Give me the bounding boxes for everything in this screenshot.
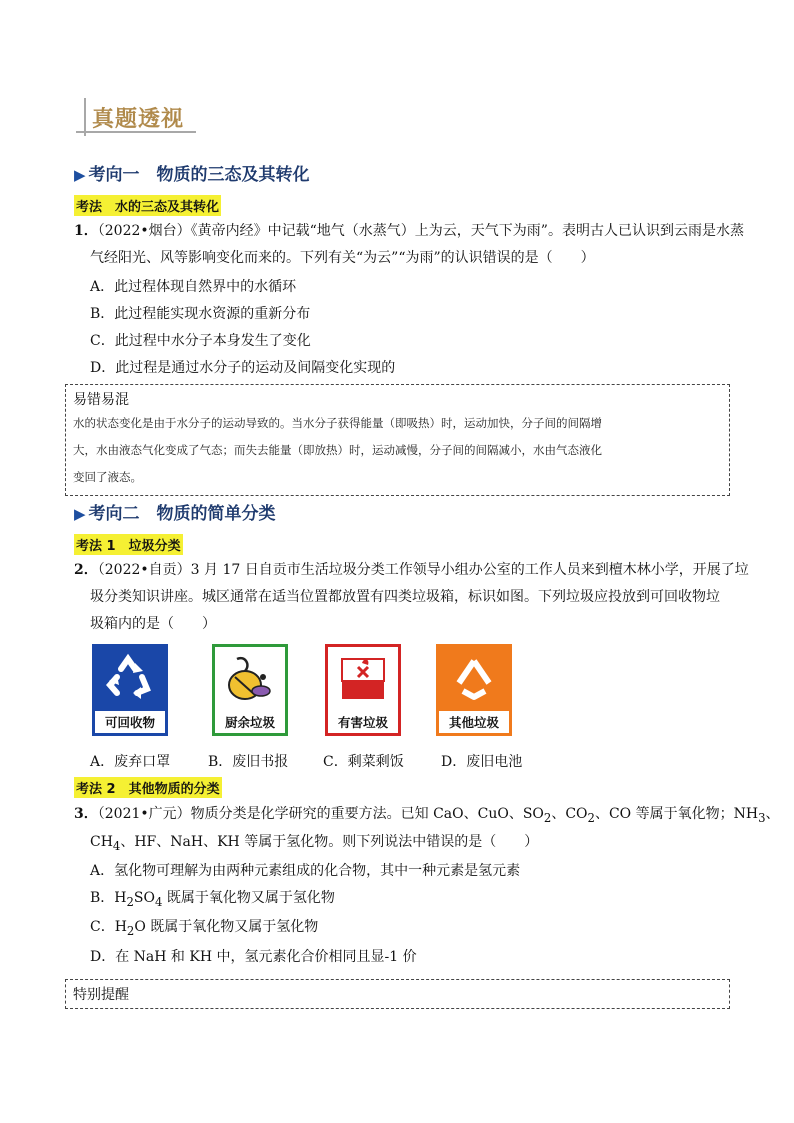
- question-2-line-3: 圾箱内的是（ ）: [90, 616, 216, 632]
- note-line-3: 变回了液态。: [73, 470, 142, 484]
- q2-option-a: A．废弃口罩: [90, 754, 171, 770]
- q1-option-c: C．此过程中水分子本身发生了变化: [90, 333, 311, 349]
- q1-option-b: B．此过程能实现水资源的重新分布: [90, 306, 311, 322]
- note-line-2: 大，水由液态气化变成了气态；而失去能量（即放热）时，运动减慢，分子间的间隔减小，水由气态液化: [73, 443, 602, 457]
- direction-1-title: 考向一 物质的三态及其转化: [88, 165, 310, 185]
- hazardous-icon: [328, 647, 398, 711]
- question-1: [74, 217, 744, 245]
- method-tag-garbage: 考法 1 垃圾分类: [74, 534, 183, 555]
- question-1-line-1: （2022•烟台）《黄帝内经》中记载“地气（水蒸气）上为云，天气下为雨”。表明古人已认识到云雨是水蒸: [97, 223, 744, 239]
- section-title: [76, 98, 198, 136]
- other-waste-icon: [439, 647, 509, 711]
- note-line-1: 水的状态变化是由于水分子的运动导致的。当水分子获得能量（即吸热）时，运动加快，分子间的间隔增: [73, 416, 602, 430]
- q3-option-d: D．在 NaH 和 KH 中，氢元素化合价相同且显-1 价: [90, 949, 417, 965]
- question-2-line-2: 圾分类知识讲座。城区通常在适当位置都放置有四类垃圾箱，标识如图。下列垃圾应投放到可回收物垃: [90, 589, 720, 605]
- recycle-icon: [95, 647, 165, 711]
- q3-option-b-part: B．H: [90, 890, 127, 906]
- recyclable-bin-sign: [92, 644, 168, 736]
- question-2: [74, 556, 749, 584]
- q2-option-b: B．废旧书报: [208, 754, 289, 770]
- subscript: 3: [758, 810, 766, 825]
- subscript: 2: [126, 923, 135, 938]
- q3-text-part: 、HF、NaH、KH 等属于氢化物。则下列说法中错误的是（ ）: [120, 834, 539, 850]
- special-reminder-title: 特别提醒: [73, 987, 129, 1003]
- common-mistakes-title: 易错易混: [73, 392, 129, 408]
- hazardous-bin-sign: [325, 644, 401, 736]
- play-triangle-icon: ▶: [74, 505, 86, 523]
- question-3-number: 3．: [74, 806, 98, 822]
- q3-text-part: （2021•广元）物质分类是化学研究的重要方法。已知 CaO、CuO、SO: [97, 806, 544, 822]
- q2-option-d: D．废旧电池: [441, 754, 523, 770]
- common-mistakes-box: [65, 384, 730, 496]
- other-waste-bin-sign: [436, 644, 512, 736]
- section-title-text: 真题透视: [92, 107, 185, 132]
- method-tag-water-states: 考法 水的三态及其转化: [74, 195, 221, 216]
- kitchen-waste-label: 厨余垃圾: [224, 715, 275, 730]
- question-2-line-1: （2022•自贡）3 月 17 日自贡市生活垃圾分类工作领导小组办公室的工作人员来到檀木林小学，开展了垃: [97, 562, 749, 578]
- question-1-number: 1．: [74, 223, 98, 239]
- q1-option-d: D．此过程是通过水分子的运动及间隔变化实现的: [90, 360, 396, 376]
- q3-option-c: [90, 916, 318, 938]
- special-reminder-box: [65, 979, 730, 1009]
- subscript: 2: [587, 810, 595, 825]
- subscript: 4: [112, 838, 121, 853]
- q3-text-part: 、CO 等属于氧化物；NH: [594, 806, 759, 822]
- hazardous-label: 有害垃圾: [337, 715, 388, 730]
- question-3-line-2: [90, 828, 538, 860]
- q3-text-part: CH: [90, 834, 113, 850]
- subscript: 2: [543, 810, 552, 825]
- direction-1-heading: [74, 160, 310, 185]
- q3-option-b: [90, 887, 335, 909]
- q3-option-c-part: O 既属于氧化物又属于氢化物: [134, 919, 319, 935]
- kitchen-waste-bin-sign: [212, 644, 288, 736]
- recyclable-label: 可回收物: [104, 715, 155, 730]
- direction-2-heading: [74, 499, 276, 524]
- q3-option-c-part: C．H: [90, 919, 127, 935]
- direction-2-title: 考向二 物质的简单分类: [88, 504, 276, 524]
- q3-option-a: A．氢化物可理解为由两种元素组成的化合物，其中一种元素是氢元素: [90, 863, 521, 879]
- method-tag-other-classification: 考法 2 其他物质的分类: [74, 777, 222, 798]
- question-2-number: 2．: [74, 562, 98, 578]
- question-1-line-2: 气经阳光、风等影响变化而来的。下列有关“为云”“为雨”的认识错误的是（ ）: [90, 250, 595, 266]
- q3-text-part: 、: [765, 806, 780, 822]
- play-triangle-icon: ▶: [74, 166, 86, 184]
- subscript: 2: [126, 894, 134, 909]
- other-waste-label: 其他垃圾: [448, 715, 499, 730]
- q3-option-b-part: 既属于氧化物又属于氢化物: [162, 890, 335, 906]
- q3-text-part: 、CO: [551, 806, 588, 822]
- q2-option-c: C．剩菜剩饭: [323, 754, 404, 770]
- common-mistakes-text: [73, 410, 602, 491]
- q1-option-a: A．此过程体现自然界中的水循环: [90, 279, 297, 295]
- q3-option-b-part: SO: [133, 890, 155, 906]
- food-waste-icon: [215, 647, 285, 711]
- subscript: 4: [155, 894, 163, 909]
